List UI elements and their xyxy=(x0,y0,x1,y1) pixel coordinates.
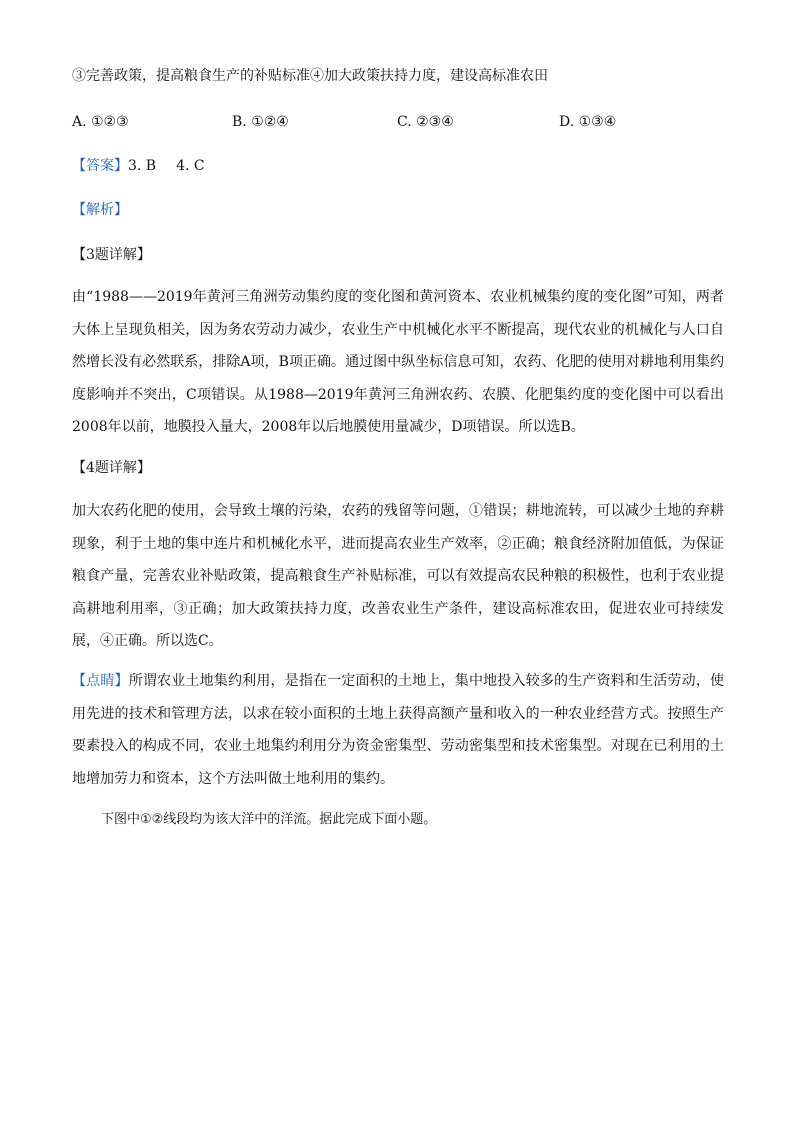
option-line-3-4: ③完善政策，提高粮食生产的补贴标准④加大政策扶持力度，建设高标准农田 xyxy=(72,68,548,84)
tip-section xyxy=(72,665,724,795)
answer-options xyxy=(72,112,722,132)
option-c: C. ②③④ xyxy=(397,114,454,130)
q4-heading: 【4题详解】 xyxy=(72,460,151,476)
option-d: D. ①③④ xyxy=(559,114,617,130)
answer-q3: 3. B xyxy=(128,158,157,174)
next-question-intro: 下图中①②线段均为该大洋中的洋流。据此完成下面小题。 xyxy=(101,812,437,827)
analysis-tag: 【解析】 xyxy=(72,202,128,218)
q3-heading: 【3题详解】 xyxy=(72,247,151,263)
answer-q4: 4. C xyxy=(176,158,205,174)
tip-tag: 【点睛】 xyxy=(72,673,129,689)
option-b: B. ①②④ xyxy=(232,114,289,130)
answer-tag: 【答案】 xyxy=(72,158,128,174)
tip-body: 所谓农业土地集约利用，是指在一定面积的土地上，集中地投入较多的生产资料和生活劳动，使用先进的技术和管理方法，以求在较小面积的土地上获得高额产量和收入的一种农业经营方式。按照生产要素投入的构成不同，农业土地集约利用分为资金密集型、劳动密集型和技术密集型。对现在已利用的土地增加劳力和资本，这个方法叫做土地利用的集约。 xyxy=(72,673,725,787)
q4-explanation: 加大农药化肥的使用，会导致土壤的污染，农药的残留等问题，①错误；耕地流转，可以减少土地的弃耕现象，利于土地的集中连片和机械化水平，进而提高农业生产效率，②正确；粮食经济附加值低，为保证粮食产量，完善农业补贴政策，提高粮食生产补贴标准，可以有效提高农民种粮的积极性，也利于农业提高耕地利用率，③正确；加大政策扶持力度，改善农业生产条件，建设高标准农田，促进农业可持续发展，④正确。所以选C。 xyxy=(72,503,724,649)
answer-line xyxy=(72,156,225,176)
q3-explanation: 由“1988——2019年黄河三角洲劳动集约度的变化图和黄河资本、农业机械集约度的变化图”可知，两者大体上呈现负相关，因为务农劳动力减少，农业生产中机械化水平不断提高，现代农业的机械化与人口自然增长没有必然联系，排除A项，B项正确。通过图中纵坐标信息可知，农药、化肥的使用对耕地利用集约度影响并不突出，C项错误。从1988—2019年黄河三角洲农药、农膜、化肥集约度的变化图中可以看出2008年以前，地膜投入量大，2008年以后地膜使用量减少，D项错误。所以选B。 xyxy=(72,289,724,435)
option-a: A. ①②③ xyxy=(72,114,129,130)
